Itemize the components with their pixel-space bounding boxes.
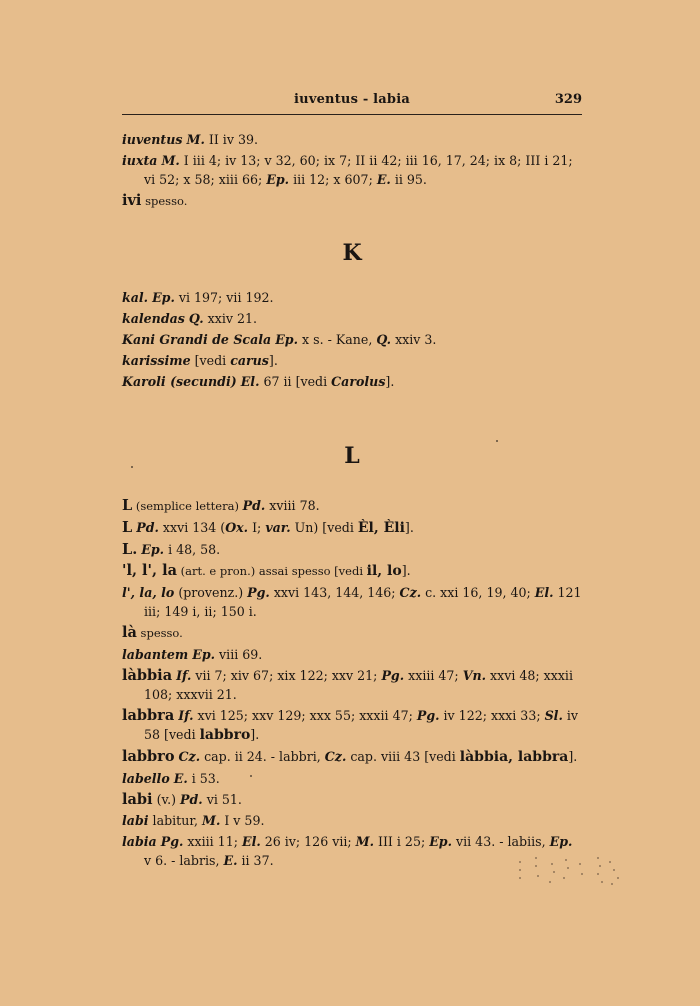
citation: spesso.: [141, 194, 188, 208]
cross-reference: Èl, Èli: [357, 520, 405, 536]
source-abbrev: Pg.: [247, 585, 270, 600]
scan-speckle: [514, 854, 624, 890]
citation: I;: [248, 520, 266, 535]
headword: L: [122, 497, 133, 514]
source-abbrev: If.: [178, 708, 194, 723]
source-abbrev: E.: [223, 853, 238, 868]
citation: 121 iii; 149 i, ii; 150 i.: [144, 585, 582, 619]
section-letter-k: K: [342, 240, 362, 266]
source-abbrev: Ep.: [141, 542, 165, 557]
citation: ].: [250, 727, 260, 742]
citation: x s. - Kane,: [298, 332, 377, 347]
ink-speck: [250, 775, 252, 777]
headword: 'l, l', la: [122, 562, 177, 579]
headword: karissime: [122, 353, 191, 368]
source-abbrev: Pg.: [381, 668, 405, 683]
entry-labbia: [122, 666, 582, 704]
citation: i 48, 58.: [164, 542, 221, 557]
entry-l-pd: [122, 518, 582, 538]
source-abbrev: Ep.: [549, 834, 573, 849]
entry-karissime: [122, 351, 582, 370]
headword: L: [122, 519, 133, 536]
citation: 67 ii [vedi: [259, 374, 332, 389]
source-abbrev: Pg.: [416, 708, 440, 723]
source-abbrev: Pg.: [160, 834, 184, 849]
section-k-entries: [122, 288, 582, 393]
headword: labia: [122, 834, 157, 849]
citation: xxvi 134 (: [158, 520, 226, 535]
citation: labitur,: [148, 813, 202, 828]
citation: Un) [vedi: [290, 520, 358, 535]
source-abbrev: Cz.: [399, 585, 422, 600]
cross-reference: làbbia, labbra: [459, 749, 569, 765]
entry-kalendas: [122, 309, 582, 328]
citation: II iv 39.: [204, 132, 258, 147]
citation: I v 59.: [220, 813, 265, 828]
citation: ].: [568, 749, 578, 764]
citation: v 6. - labris,: [144, 853, 224, 868]
citation: vi 197; vii 192.: [174, 290, 274, 305]
headword: labi: [122, 791, 153, 808]
entry-labbra: [122, 706, 582, 745]
entry-labi-labitur: [122, 811, 582, 830]
headword: labello: [122, 771, 170, 786]
headword: kalendas: [122, 311, 185, 326]
citation: spesso.: [136, 626, 183, 640]
citation: vi 51.: [202, 792, 242, 807]
entry-labantem: [122, 645, 582, 664]
source-abbrev: Cz.: [324, 749, 347, 764]
headword: Kani Grandi de Scala: [122, 332, 272, 347]
ink-speck: [496, 440, 498, 442]
citation: xxiv 21.: [203, 311, 258, 326]
source-abbrev: El.: [241, 834, 261, 849]
citation: xviii 78.: [265, 498, 320, 513]
citation: (art. e pron.) assai spesso [vedi: [177, 564, 367, 578]
headword: là: [122, 624, 137, 641]
citation: cap. ii 24. - labbri,: [200, 749, 325, 764]
entry-labia: [122, 832, 582, 870]
source-abbrev: E.: [376, 172, 391, 187]
entry-karoli: [122, 372, 582, 391]
headword: labantem: [122, 647, 189, 662]
headword: iuxta: [122, 153, 158, 168]
citation: xxiv 3.: [391, 332, 437, 347]
citation: xxvi 48; xxxii 108; xxxvii 21.: [144, 668, 573, 702]
source-abbrev: M.: [186, 132, 205, 147]
citation: ].: [404, 520, 414, 535]
headword: kal.: [122, 290, 149, 305]
entry-art-la: [122, 561, 582, 581]
citation: ].: [385, 374, 395, 389]
citation: i 53.: [187, 771, 220, 786]
source-abbrev: M.: [161, 153, 180, 168]
citation: ii 37.: [237, 853, 274, 868]
entry-labi-v: [122, 790, 582, 809]
headword: l', la, lo: [122, 585, 175, 600]
cross-reference: Carolus: [331, 374, 386, 389]
source-abbrev: M.: [355, 834, 374, 849]
citation: ii 95.: [390, 172, 427, 187]
headword: iuventus: [122, 132, 183, 147]
headword: làbbia: [122, 667, 173, 684]
headword: labbra: [122, 707, 175, 724]
entry-la: [122, 623, 582, 643]
source-abbrev: Pd.: [180, 792, 203, 807]
source-abbrev: Q.: [188, 311, 204, 326]
speckle-graphic: [514, 854, 624, 890]
entry-kal: [122, 288, 582, 307]
citation: I iii 4; iv 13; v 32, 60; ix 7; II ii 42; iii 16, 17, 24; ix 8; III i 21; vi 52; x 58; xiii 66;: [144, 153, 573, 187]
citation: 26 iv; 126 vii;: [260, 834, 356, 849]
citation: (semplice lettera): [132, 499, 243, 513]
header-rule: [122, 114, 582, 115]
citation: ].: [268, 353, 278, 368]
entry-labello: [122, 769, 582, 788]
source-abbrev: Ep.: [275, 332, 298, 347]
citation: cap. viii 43 [vedi: [346, 749, 460, 764]
source-abbrev: Ep.: [192, 647, 216, 662]
source-abbrev: Pd.: [242, 498, 266, 513]
source-abbrev: Ep.: [429, 834, 452, 849]
entry-ivi: [122, 191, 582, 211]
citation: (provenz.): [174, 585, 248, 600]
source-abbrev: El.: [240, 374, 260, 389]
headword: L.: [122, 541, 138, 558]
source-abbrev: Sl.: [544, 708, 563, 723]
citation: vii 43. - labiis,: [452, 834, 550, 849]
headword: labi: [122, 813, 149, 828]
entry-iuventus: [122, 130, 582, 149]
source-abbrev: var.: [265, 520, 291, 535]
headword: ivi: [122, 192, 142, 209]
citation: c. xxi 16, 19, 40;: [421, 585, 535, 600]
citation: III i 25;: [373, 834, 430, 849]
entry-provenz: [122, 583, 582, 621]
citation: viii 69.: [215, 647, 263, 662]
headword: labbro: [122, 748, 175, 765]
source-abbrev: Pd.: [136, 520, 159, 535]
source-abbrev: If.: [176, 668, 192, 683]
citation: ].: [401, 563, 411, 578]
headword: Karoli (secundi): [122, 374, 237, 389]
cross-reference: il, lo: [366, 563, 402, 579]
citation: (v.): [152, 792, 181, 807]
source-abbrev: Q.: [376, 332, 392, 347]
citation: xxiii 47;: [404, 668, 463, 683]
source-abbrev: Cz.: [178, 749, 201, 764]
citation: xvi 125; xxv 129; xxx 55; xxxii 47;: [193, 708, 417, 723]
citation: iv 122; xxxi 33;: [439, 708, 545, 723]
cross-reference: carus: [230, 353, 269, 368]
source-abbrev: Ep.: [152, 290, 175, 305]
citation: vii 7; xiv 67; xix 122; xxv 21;: [191, 668, 382, 683]
source-abbrev: Ep.: [266, 172, 290, 187]
entry-labbro: [122, 747, 582, 767]
page-number: 329: [554, 92, 582, 107]
running-head: [122, 92, 582, 112]
source-abbrev: Vn.: [462, 668, 486, 683]
source-abbrev: M.: [202, 813, 221, 828]
citation: iv 58 [vedi: [144, 708, 578, 742]
citation: xxvi 143, 144, 146;: [269, 585, 400, 600]
citation: [vedi: [190, 353, 231, 368]
section-letter-l: L: [344, 443, 360, 469]
section-i-entries: [122, 130, 582, 213]
entry-l-ep: [122, 540, 582, 559]
section-l-entries: [122, 496, 582, 872]
source-abbrev: Ox.: [225, 520, 249, 535]
ink-speck: [131, 466, 133, 468]
citation: xxiii 11;: [183, 834, 242, 849]
entry-iuxta: [122, 151, 582, 189]
cross-reference: labbro: [199, 727, 251, 743]
entry-kani-grandi: [122, 330, 582, 349]
citation: iii 12; x 607;: [289, 172, 377, 187]
source-abbrev: E.: [173, 771, 188, 786]
running-title: iuventus - labia: [294, 92, 410, 107]
source-abbrev: El.: [534, 585, 554, 600]
entry-l-letter: [122, 496, 582, 516]
